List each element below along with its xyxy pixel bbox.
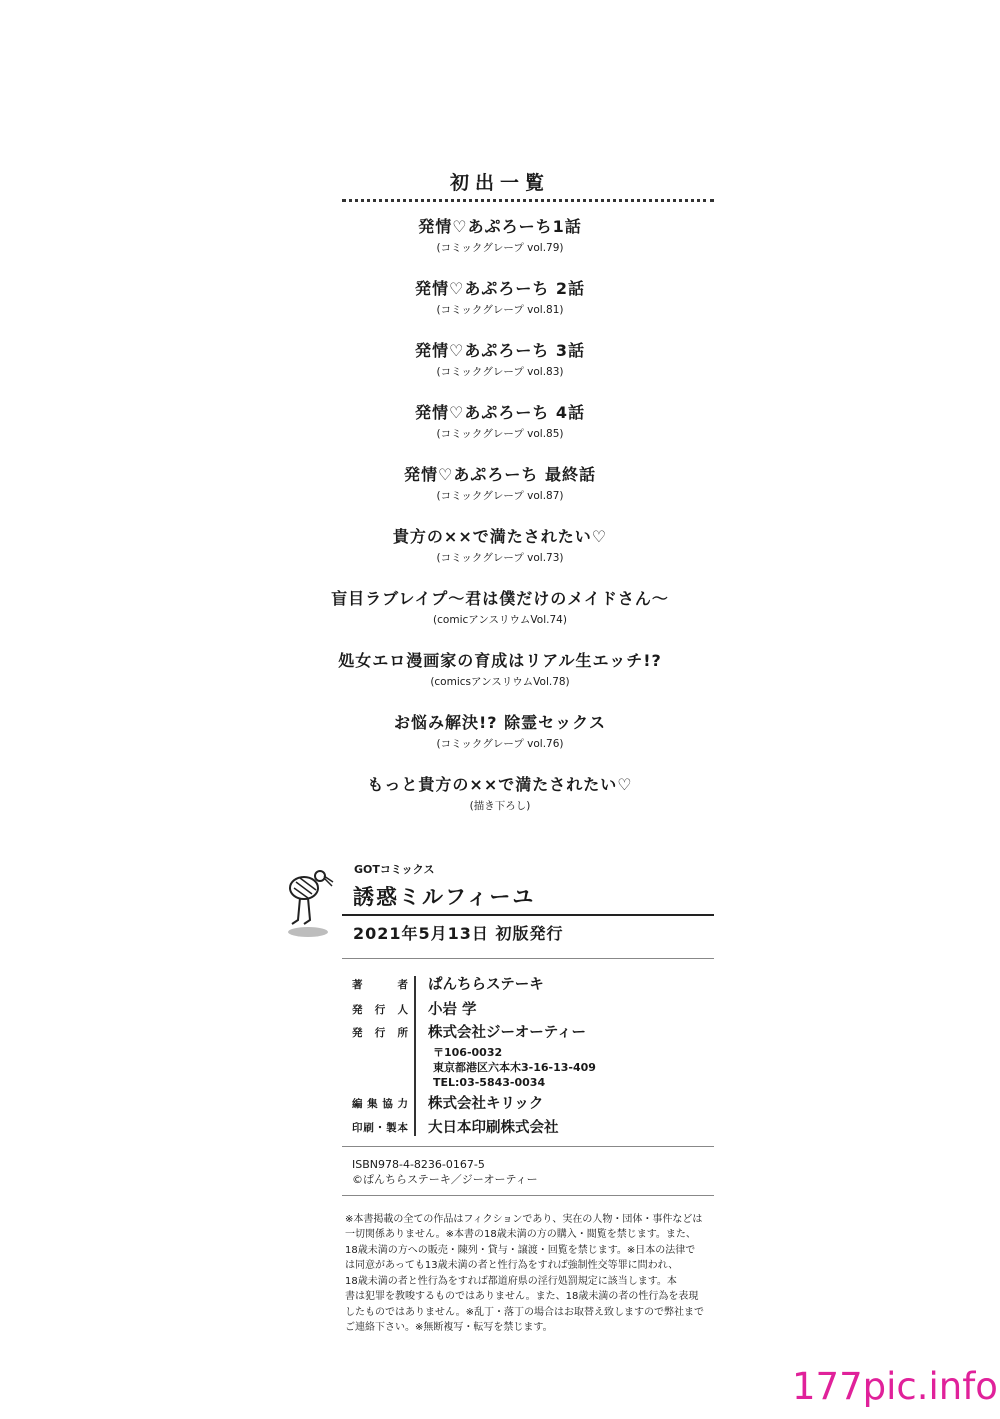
list-item [0,462,1000,524]
entry-source: (コミックグレープ vol.85) [436,428,564,440]
entry-title: 貴方の××で満たされたい♡ [392,527,608,546]
credit-value-publisher-person: 小岩 学 [428,1002,477,1018]
credit-value-editing: 株式会社キリック [428,1096,544,1112]
entry-source: (コミックグレープ vol.79) [436,242,564,254]
notice-line: は同意があっても13歳未満の者と性行為をすれば強制性交等罪に問われ、 [345,1260,679,1271]
notice-line: 18歳未満の者と性行為をすれば都道府県の淫行処罰規定に該当します。本 [345,1276,677,1287]
notice-line: 18歳未満の方への販売・陳列・貸与・譲渡・回覧を禁じます。※日本の法律で [345,1245,696,1256]
credits-bottom-divider [342,1146,714,1147]
address-tel: TEL:03-5843-0034 [433,1076,546,1089]
credit-value-printing: 大日本印刷株式会社 [428,1120,559,1136]
entry-source: (コミックグレープ vol.83) [436,366,564,378]
isbn: ISBN978-4-8236-0167-5 [352,1158,485,1171]
list-item [0,586,1000,648]
bird-logo-icon [286,860,334,940]
credit-label-publisher-person: 発行人 [352,1004,408,1016]
entry-title: 発情♡あぷろーち1話 [418,217,582,236]
credit-value-publisher: 株式会社ジーオーティー [428,1025,587,1041]
address-postal: 〒106-0032 [433,1046,503,1059]
entry-title: お悩み解決!? 除霊セックス [394,713,606,732]
entry-source: (comicsアンスリウムVol.78) [430,676,570,688]
watermark-text: 177pic.info [792,1365,998,1408]
credit-label-editing: 編集協力 [352,1098,408,1110]
credits-divider [414,976,416,1136]
entry-title: 盲目ラブレイプ～君は僕だけのメイドさん～ [331,589,669,608]
notice-line: 書は犯罪を教唆するものではありません。また、18歳未満の者の性行為を表現 [345,1291,699,1302]
entry-source: (コミックグレープ vol.87) [436,490,564,502]
notice-line: ご連絡下さい。※無断複写・転写を禁じます。 [345,1322,553,1333]
entry-source: (描き下ろし) [469,800,531,812]
entry-title: 発情♡あぷろーち 3話 [414,341,586,360]
first-appearance-heading: 初出一覧 [449,172,550,194]
notice-top-divider [342,1195,714,1196]
credit-label-author: 著者 [352,979,408,991]
entry-title: 処女エロ漫画家の育成はリアル生エッチ!? [338,651,662,670]
entry-source: (コミックグレープ vol.73) [436,552,564,564]
entry-title: 発情♡あぷろーち 4話 [414,403,586,422]
list-item [0,524,1000,586]
list-item [0,772,1000,834]
address-street: 東京都港区六本木3-16-13-409 [433,1061,596,1074]
title-divider [342,914,714,916]
list-item [0,214,1000,276]
first-appearance-list [0,214,1000,834]
date-divider [342,958,714,959]
list-item [0,710,1000,772]
imprint-label: GOTコミックス [354,863,435,876]
credit-label-publisher: 発行所 [352,1027,408,1039]
list-item [0,400,1000,462]
notice-line: ※本書掲載の全ての作品はフィクションであり、実在の人物・団体・事件などは [345,1214,703,1225]
entry-source: (コミックグレープ vol.81) [436,304,564,316]
publish-date: 2021年5月13日 初版発行 [353,924,564,943]
entry-title: もっと貴方の××で満たされたい♡ [367,775,633,794]
entry-title: 発情♡あぷろーち 最終話 [404,465,596,484]
list-item [0,338,1000,400]
credit-value-author: ぱんちらステーキ [428,977,544,993]
copyright: ©ぱんちらステーキ／ジーオーティー [352,1173,538,1186]
list-item [0,276,1000,338]
notice-line: 一切関係ありません。※本書の18歳未満の方の購入・閲覧を禁じます。また、 [345,1229,696,1240]
notice-line: したものではありません。※乱丁・落丁の場合はお取替え致しますので弊社まで [345,1307,704,1318]
entry-source: (コミックグレープ vol.76) [436,738,564,750]
dotted-divider [342,199,714,202]
entry-title: 発情♡あぷろーち 2話 [414,279,586,298]
credit-label-printing: 印刷・製本 [352,1122,408,1134]
list-item [0,648,1000,710]
entry-source: (comicアンスリウムVol.74) [433,614,567,626]
book-title: 誘惑ミルフィーユ [353,885,536,909]
